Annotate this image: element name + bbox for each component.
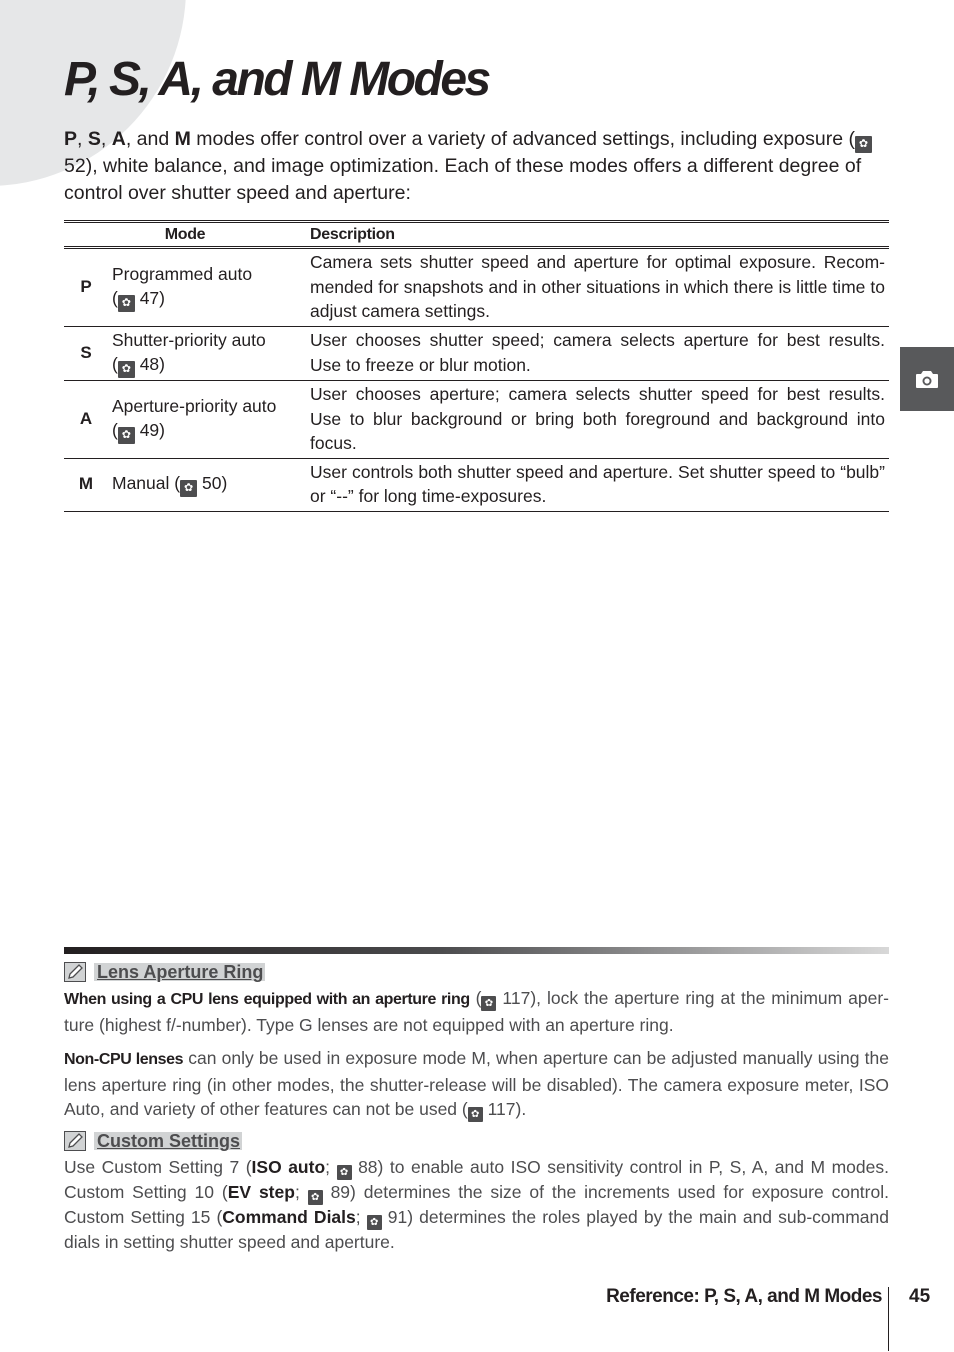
page-ref[interactable]: 88 bbox=[358, 1157, 378, 1177]
mode-letter: P bbox=[64, 248, 108, 327]
paren: ) bbox=[159, 354, 165, 374]
page-ref[interactable]: 49 bbox=[139, 420, 160, 440]
table-row bbox=[64, 326, 889, 381]
page-ref[interactable]: 50 bbox=[201, 473, 222, 493]
column-header-mode: Mode bbox=[64, 222, 306, 248]
mode-name-text: Manual ( bbox=[112, 473, 181, 493]
mode-name bbox=[108, 326, 306, 381]
note-text: ). bbox=[515, 1099, 527, 1120]
reference-icon: ✿ bbox=[481, 996, 496, 1011]
pencil-icon bbox=[64, 1131, 86, 1151]
note-text: ; bbox=[355, 1207, 367, 1227]
intro-text: , bbox=[77, 128, 88, 150]
mode-letter: A bbox=[64, 381, 108, 459]
mode-a-label: A bbox=[111, 128, 126, 150]
mode-description: User controls both shutter speed and aperture. Set shutter speed to “bulb” or “--” for long time-exposures. bbox=[306, 458, 889, 511]
note-heading-custom bbox=[64, 1131, 242, 1151]
pencil-icon bbox=[64, 962, 86, 982]
mode-name bbox=[108, 381, 306, 459]
column-header-description: Description bbox=[306, 222, 889, 248]
menu-item-name: Command Dials bbox=[222, 1207, 356, 1227]
reference-icon: ✿ bbox=[337, 1165, 352, 1180]
note-text: ) determines the size of the increments used for exposure control. Custom Setting 15 ( bbox=[64, 1182, 889, 1227]
note-text: ) to enable auto ISO sensitivity control in P, S, A, and M modes. Custom Setting 10 ( bbox=[64, 1157, 889, 1202]
note-title: Lens Aperture Ring bbox=[94, 963, 265, 981]
intro-text: , and bbox=[125, 128, 175, 150]
paren: ) bbox=[221, 473, 228, 493]
mode-name bbox=[108, 458, 306, 511]
table-row bbox=[64, 248, 889, 327]
note-text: Use Custom Setting 7 ( bbox=[64, 1157, 252, 1177]
mode-m-label: M bbox=[174, 128, 191, 150]
page-ref[interactable]: 48 bbox=[139, 354, 160, 374]
intro-paragraph bbox=[64, 126, 889, 207]
table-header-row bbox=[64, 222, 889, 248]
mode-s-label: S bbox=[87, 128, 101, 150]
page-ref[interactable]: 91 bbox=[387, 1207, 408, 1227]
note-paragraph bbox=[64, 1155, 889, 1255]
page-ref[interactable]: 117 bbox=[502, 988, 531, 1008]
mode-description: User chooses aperture; camera selects shutter speed for best results. Use to blur background or bring both foreground and background into focus. bbox=[306, 381, 889, 459]
reference-icon: ✿ bbox=[118, 361, 135, 378]
mode-name bbox=[108, 248, 306, 327]
paren: ( bbox=[112, 420, 118, 440]
page-ref[interactable]: 117 bbox=[487, 1099, 516, 1120]
table-row bbox=[64, 458, 889, 511]
note-text: can only be used in exposure mode M, when aperture can be adjusted manually using the lens aperture ring (in other modes, the shutter-release will be disabled). The camera exposure meter, ISO Auto, and variety of other features can not be used ( bbox=[64, 1048, 889, 1120]
reference-icon: ✿ bbox=[118, 427, 135, 444]
mode-name-text: Aperture-priority auto bbox=[112, 395, 277, 416]
mode-p-label: P bbox=[64, 128, 78, 150]
reference-icon: ✿ bbox=[468, 1107, 483, 1122]
mode-letter: M bbox=[64, 458, 108, 511]
note-text: ; bbox=[325, 1157, 337, 1177]
menu-item-name: ISO auto bbox=[251, 1157, 326, 1177]
menu-item-name: EV step bbox=[227, 1182, 295, 1202]
mode-name-text: Shutter-priority auto bbox=[112, 329, 266, 350]
mode-description: User chooses shutter speed; camera selects aperture for best results. Use to freeze or blur motion. bbox=[306, 326, 889, 381]
page-ref[interactable]: 47 bbox=[139, 288, 160, 308]
page-ref[interactable]: 52 bbox=[64, 155, 86, 177]
footer-divider bbox=[888, 1287, 889, 1351]
note-text: ) determines the roles played by the main and sub-command dials in setting shutter speed and aperture. bbox=[64, 1207, 889, 1252]
note-text: ), lock the aperture ring at the minimum aperture (highest f/-number). Type G lenses are not equipped with an aperture ring. bbox=[64, 988, 889, 1035]
mode-letter: S bbox=[64, 326, 108, 381]
paren: ( bbox=[112, 354, 118, 374]
reference-icon: ✿ bbox=[855, 136, 872, 153]
page-title: P, S, A, and M Modes bbox=[64, 53, 489, 106]
paren: ) bbox=[159, 288, 165, 308]
notes-divider bbox=[64, 947, 889, 954]
footer-section-label: Reference: P, S, A, and M Modes bbox=[606, 1286, 882, 1307]
camera-icon bbox=[915, 370, 939, 389]
reference-icon: ✿ bbox=[180, 480, 197, 497]
reference-icon: ✿ bbox=[308, 1190, 323, 1205]
page-ref[interactable]: 89 bbox=[330, 1182, 351, 1202]
reference-icon: ✿ bbox=[118, 295, 135, 312]
note-text: ; bbox=[294, 1182, 308, 1202]
note-lead: Non-CPU lenses bbox=[64, 1051, 184, 1068]
paren: ) bbox=[159, 420, 165, 440]
page-number: 45 bbox=[909, 1286, 931, 1307]
mode-name-text: Programmed auto bbox=[112, 263, 253, 284]
note-text: ( bbox=[469, 988, 482, 1008]
note-paragraph bbox=[64, 986, 889, 1037]
paren: ( bbox=[112, 288, 118, 308]
modes-table bbox=[64, 220, 889, 512]
intro-text: modes offer control over a variety of advanced settings, including exposure ( bbox=[190, 128, 855, 150]
note-title: Custom Settings bbox=[94, 1132, 242, 1150]
section-tab[interactable] bbox=[900, 347, 954, 411]
table-row bbox=[64, 381, 889, 459]
intro-text: , bbox=[100, 128, 112, 150]
mode-description: Camera sets shutter speed and aperture for optimal exposure. Recommended for snapshots and in other situations in which there is little time to adjust camera settings. bbox=[306, 248, 889, 327]
intro-text: ), white balance, and image optimization. Each of these modes offers a different degree of control over shutter speed and aperture: bbox=[64, 155, 862, 204]
note-lead: When using a CPU lens equipped with an aperture ring bbox=[64, 991, 470, 1008]
reference-icon: ✿ bbox=[367, 1215, 382, 1230]
note-paragraph bbox=[64, 1046, 889, 1122]
note-heading-lens bbox=[64, 962, 265, 982]
